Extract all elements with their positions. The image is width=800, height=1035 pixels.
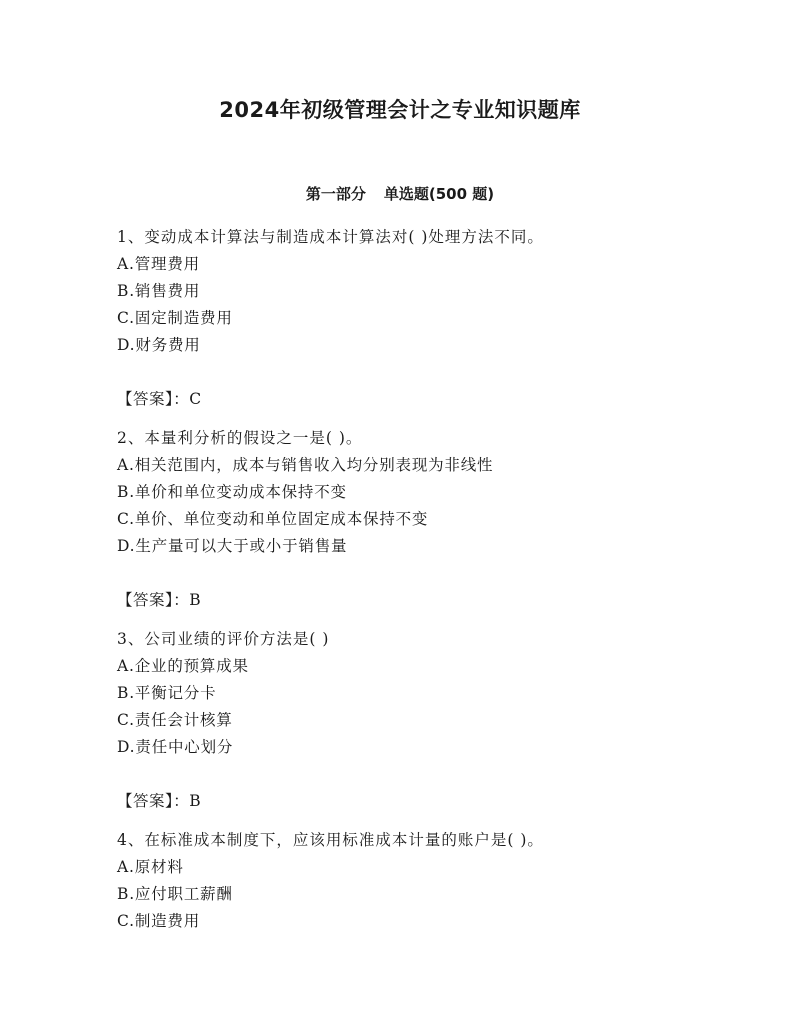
option-c: C.制造费用 <box>117 912 201 930</box>
option-b: B.平衡记分卡 <box>117 684 217 702</box>
question-stem: 2、本量利分析的假设之一是( )。 <box>117 429 363 447</box>
option-a: A.原材料 <box>117 858 184 876</box>
answer-label: 【答案】： <box>117 792 190 810</box>
option-a: A.企业的预算成果 <box>117 657 249 675</box>
question-list <box>117 224 757 935</box>
option-d: D.生产量可以大于或小于销售量 <box>117 537 348 555</box>
option-d: D.责任中心划分 <box>117 738 234 756</box>
question-stem: 4、在标准成本制度下，应该用标准成本计量的账户是( )。 <box>117 831 544 849</box>
document-title: 2024年初级管理会计之专业知识题库 <box>219 98 581 122</box>
option-a: A.管理费用 <box>117 255 200 273</box>
option-c: C.固定制造费用 <box>117 309 233 327</box>
question-2 <box>117 425 757 614</box>
answer-line <box>117 587 757 614</box>
question-stem: 1、变动成本计算法与制造成本计算法对( )处理方法不同。 <box>117 228 544 246</box>
answer-label: 【答案】： <box>117 390 190 408</box>
section-part-label: 第一部分 <box>305 185 366 203</box>
answer-value: B <box>189 591 202 609</box>
option-b: B.应付职工薪酬 <box>117 885 233 903</box>
option-a: A.相关范围内，成本与销售收入均分别表现为非线性 <box>117 456 494 474</box>
option-b: B.单价和单位变动成本保持不变 <box>117 483 347 501</box>
option-d: D.财务费用 <box>117 336 201 354</box>
question-stem: 3、公司业绩的评价方法是( ) <box>117 630 330 648</box>
question-3 <box>117 626 757 815</box>
answer-line <box>117 788 757 815</box>
option-c: C.单价、单位变动和单位固定成本保持不变 <box>117 510 429 528</box>
answer-value: B <box>189 792 202 810</box>
answer-value: C <box>189 390 202 408</box>
option-c: C.责任会计核算 <box>117 711 233 729</box>
answer-label: 【答案】： <box>117 591 190 609</box>
question-4 <box>117 827 757 935</box>
answer-line <box>117 386 757 413</box>
question-1 <box>117 224 757 413</box>
option-b: B.销售费用 <box>117 282 201 300</box>
section-heading <box>0 183 800 204</box>
section-heading-label: 单选题(500 题) <box>383 185 495 203</box>
